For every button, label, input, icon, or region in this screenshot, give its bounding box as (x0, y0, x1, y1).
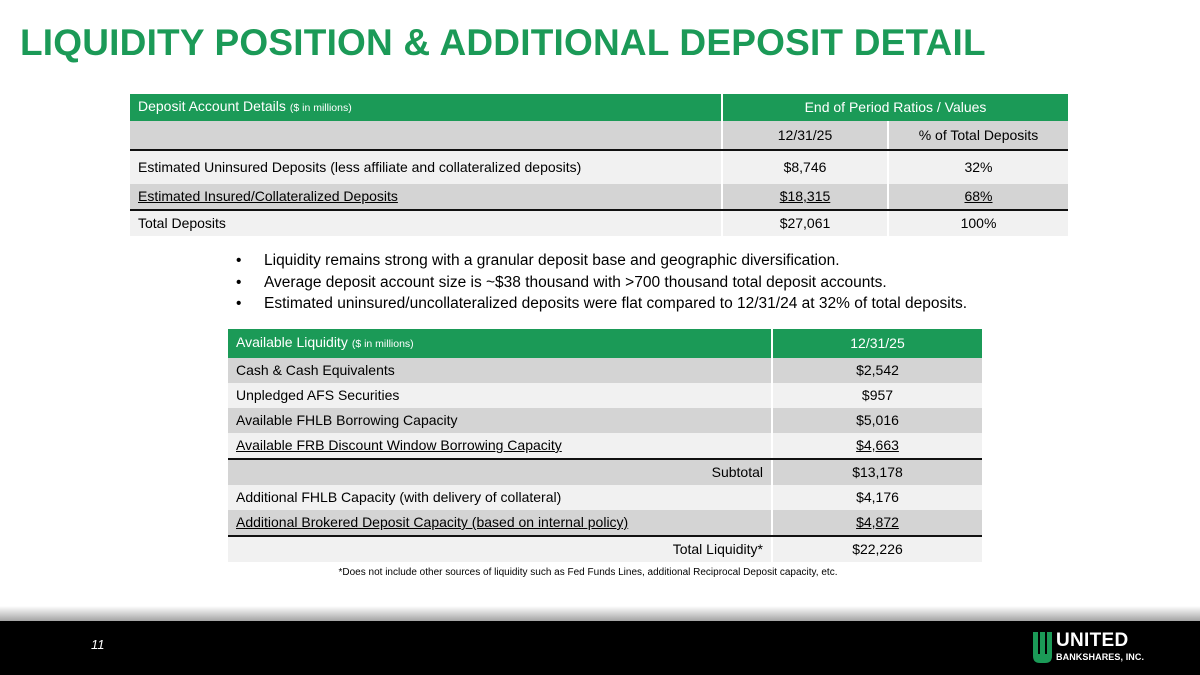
available-liquidity-table (228, 329, 982, 562)
footer-gradient (0, 606, 1200, 622)
deposit-col-pct: % of Total Deposits (888, 121, 1068, 150)
deposit-header-label: Deposit Account Details ($ in millions) (130, 94, 722, 121)
deposit-subheader-row (130, 121, 1068, 150)
row-label: Estimated Insured/Collateralized Deposits (130, 184, 722, 210)
row-pct: 100% (888, 210, 1068, 236)
row-value: $957 (772, 383, 982, 408)
row-value: $5,016 (772, 408, 982, 433)
row-pct: 68% (888, 184, 1068, 210)
row-label: Cash & Cash Equivalents (228, 358, 772, 383)
table-row-subtotal (228, 459, 982, 485)
row-label: Unpledged AFS Securities (228, 383, 772, 408)
deposit-col-date: 12/31/25 (722, 121, 888, 150)
row-value: $27,061 (722, 210, 888, 236)
row-value: $8,746 (722, 150, 888, 184)
row-value: $4,176 (772, 485, 982, 510)
table-row (228, 485, 982, 510)
deposit-account-table (130, 94, 1068, 236)
row-label: Subtotal (228, 459, 772, 485)
row-label: Available FRB Discount Window Borrowing Capacity (228, 433, 772, 459)
table-row (228, 433, 982, 459)
bullet-item: • Estimated uninsured/uncollateralized deposits were flat compared to 12/31/24 at 32% of total deposits. (236, 293, 967, 315)
row-label: Total Deposits (130, 210, 722, 236)
logo-text-bankshares: BANKSHARES, INC. (1056, 652, 1145, 662)
table-row (228, 383, 982, 408)
row-value: $4,663 (772, 433, 982, 459)
footer-bar (0, 621, 1200, 675)
page-number: 11 (91, 637, 105, 652)
page-title: LIQUIDITY POSITION & ADDITIONAL DEPOSIT DETAIL (20, 22, 986, 63)
row-label: Additional FHLB Capacity (with delivery of collateral) (228, 485, 772, 510)
table-row (228, 510, 982, 536)
footnote: *Does not include other sources of liquidity such as Fed Funds Lines, additional Reciprocal Deposit capacity, etc. (338, 567, 838, 578)
liquidity-header-label: Available Liquidity ($ in millions) (228, 329, 772, 358)
united-logo-icon (1033, 632, 1052, 663)
row-value: $13,178 (772, 459, 982, 485)
table-row (130, 184, 1068, 210)
bullet-item: • Liquidity remains strong with a granular deposit base and geographic diversification. (236, 250, 967, 272)
deposit-header-unit: ($ in millions) (289, 102, 352, 114)
row-label: Estimated Uninsured Deposits (less affiliate and collateralized deposits) (130, 150, 722, 184)
row-value: $4,872 (772, 510, 982, 536)
deposit-table-header (130, 94, 1068, 121)
row-value: $22,226 (772, 536, 982, 562)
row-label: Available FHLB Borrowing Capacity (228, 408, 772, 433)
logo-text-united: UNITED (1056, 630, 1129, 651)
row-pct: 32% (888, 150, 1068, 184)
bullet-item: • Average deposit account size is ~$38 thousand with >700 thousand total deposit accounts. (236, 272, 967, 294)
deposit-header-right: End of Period Ratios / Values (722, 94, 1068, 121)
row-label: Additional Brokered Deposit Capacity (based on internal policy) (228, 510, 772, 536)
table-row-total (130, 210, 1068, 236)
company-logo (1033, 632, 1163, 666)
table-row (228, 358, 982, 383)
table-row (130, 150, 1068, 184)
table-row (228, 408, 982, 433)
row-value: $18,315 (722, 184, 888, 210)
liquidity-table-header (228, 329, 982, 358)
bullet-list (236, 250, 967, 315)
liquidity-header-date: 12/31/25 (772, 329, 982, 358)
table-row-total (228, 536, 982, 562)
liquidity-header-unit: ($ in millions) (351, 338, 414, 350)
row-label: Total Liquidity* (228, 536, 772, 562)
row-value: $2,542 (772, 358, 982, 383)
